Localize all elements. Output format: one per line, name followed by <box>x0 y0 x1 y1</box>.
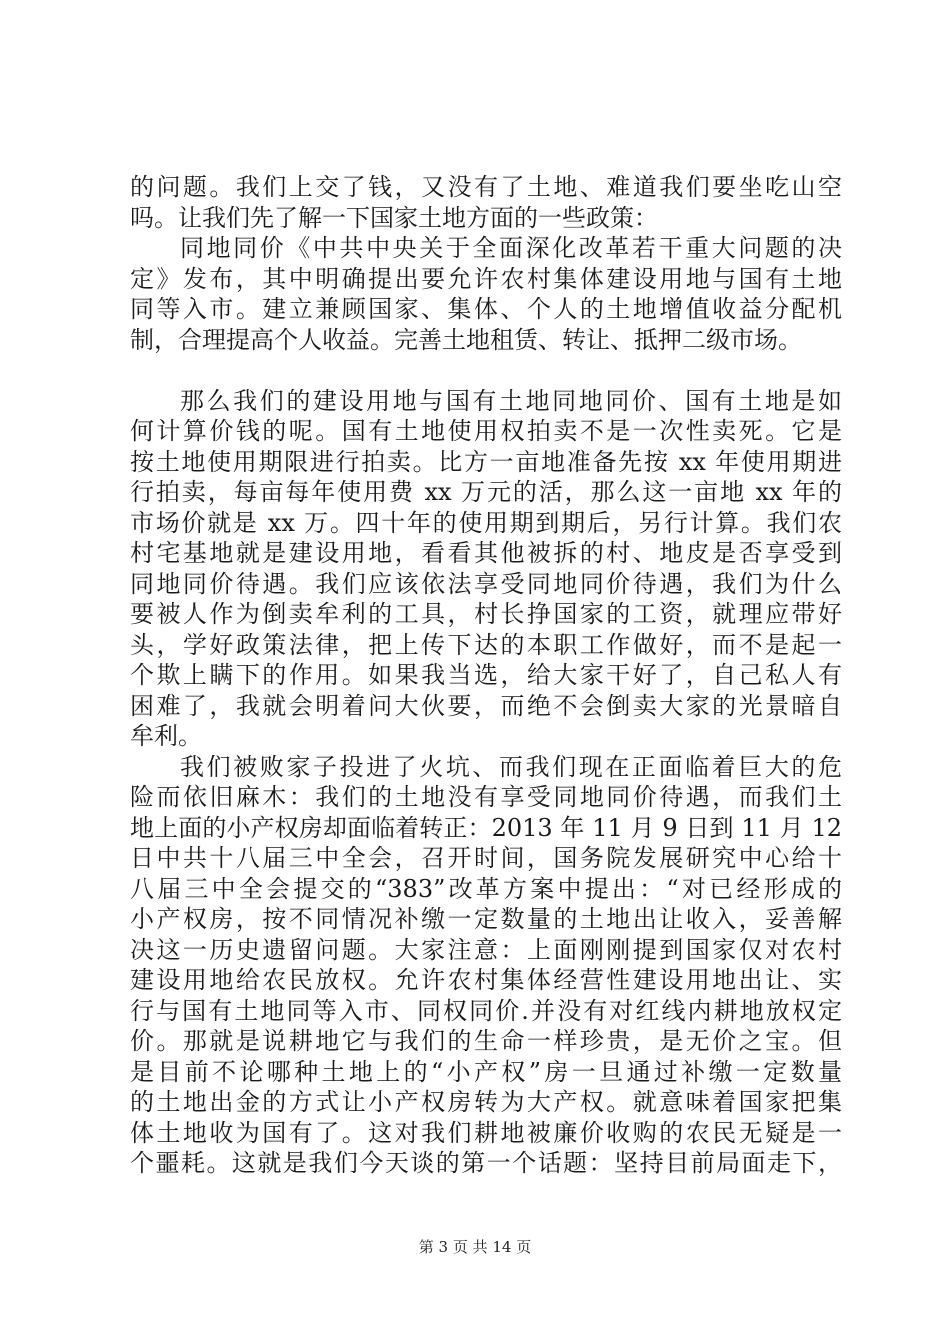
text-line: 那么我们的建设用地与国有土地同地同价、国有土地是如 <box>180 386 842 415</box>
text-line: 地上面的小产权房却面临着转正：2013 年 11 月 9 日到 11 月 12 <box>130 813 842 842</box>
text-line: 小产权房，按不同情况补缴一定数量的土地出让收入，妥善解 <box>130 905 842 933</box>
text-line: 头，学好政策法律，把上传下达的本职工作做好，而不是起一 <box>130 630 842 659</box>
text-line: 的土地出金的方式让小产权房转为大产权。就意味着国家把集 <box>130 1088 842 1116</box>
text-line: 建设用地给农民放权。允许农村集体经营性建设用地出让、实 <box>130 966 842 994</box>
text-line: 决这一历史遗留问题。大家注意：上面刚刚提到国家仅对农村 <box>130 935 842 964</box>
text-line: 价。那就是说耕地它与我们的生命一样珍贵，是无价之宝。但 <box>130 1027 842 1055</box>
blank-line <box>130 355 842 386</box>
text-line: 行与国有土地同等入市、同权同价.并没有对红线内耕地放权定 <box>130 996 842 1025</box>
text-line: 要被人作为倒卖牟利的工具，村长挣国家的工资，就理应带好 <box>130 600 842 628</box>
text-line: 行拍卖，每亩每年使用费 xx 万元的活，那么这一亩地 xx 年的 <box>130 478 842 506</box>
text-line: 市场价就是 xx 万。四十年的使用期到期后，另行计算。我们农 <box>130 508 842 537</box>
text-line: 按土地使用期限进行拍卖。比方一亩地准备先按 xx 年使用期进 <box>130 447 842 476</box>
text-line: 个噩耗。这就是我们今天谈的第一个话题：坚持目前局面走下， <box>130 1149 842 1177</box>
text-line: 险而依旧麻木：我们的土地没有享受同地同价待遇，而我们土 <box>130 783 842 811</box>
text-line: 定》发布，其中明确提出要允许农村集体建设用地与国有土地 <box>130 264 842 293</box>
text-line: 吗。让我们先了解一下国家土地方面的一些政策： <box>130 203 658 232</box>
text-line: 我们被败家子投进了火坑、而我们现在正面临着巨大的危 <box>180 752 842 781</box>
text-line: 同地同价待遇。我们应该依法享受同地同价待遇，我们为什么 <box>130 569 842 598</box>
text-line: 日中共十八届三中全会，召开时间，国务院发展研究中心给十 <box>130 844 842 872</box>
text-line: 个欺上瞒下的作用。如果我当选，给大家干好了，自己私人有 <box>130 661 842 689</box>
text-line: 同等入市。建立兼顾国家、集体、个人的土地增值收益分配机 <box>130 295 842 323</box>
text-line: 牟利。 <box>130 722 202 750</box>
text-line: 制，合理提高个人收益。完善土地租赁、转让、抵押二级市场。 <box>130 325 802 354</box>
text-line: 村宅基地就是建设用地，看看其他被拆的村、地皮是否享受到 <box>130 539 842 567</box>
page-footer: 第 3 页 共 14 页 <box>418 1238 532 1256</box>
body-text <box>130 172 842 1179</box>
text-line: 是目前不论哪种土地上的“小产权”房一旦通过补缴一定数量 <box>130 1057 842 1086</box>
text-line: 八届三中全会提交的“383”改革方案中提出：“对已经形成的 <box>130 874 842 903</box>
text-line: 何计算价钱的呢。国有土地使用权拍卖不是一次性卖死。它是 <box>130 417 842 445</box>
text-line: 困难了，我就会明着问大伙要，而绝不会倒卖大家的光景暗自 <box>130 691 842 720</box>
text-line: 的问题。我们上交了钱，又没有了土地、难道我们要坐吃山空 <box>130 173 842 201</box>
text-line: 同地同价《中共中央关于全面深化改革若干重大问题的决 <box>180 234 842 262</box>
text-line: 体土地收为国有了。这对我们耕地被廉价收购的农民无疑是一 <box>130 1118 842 1147</box>
